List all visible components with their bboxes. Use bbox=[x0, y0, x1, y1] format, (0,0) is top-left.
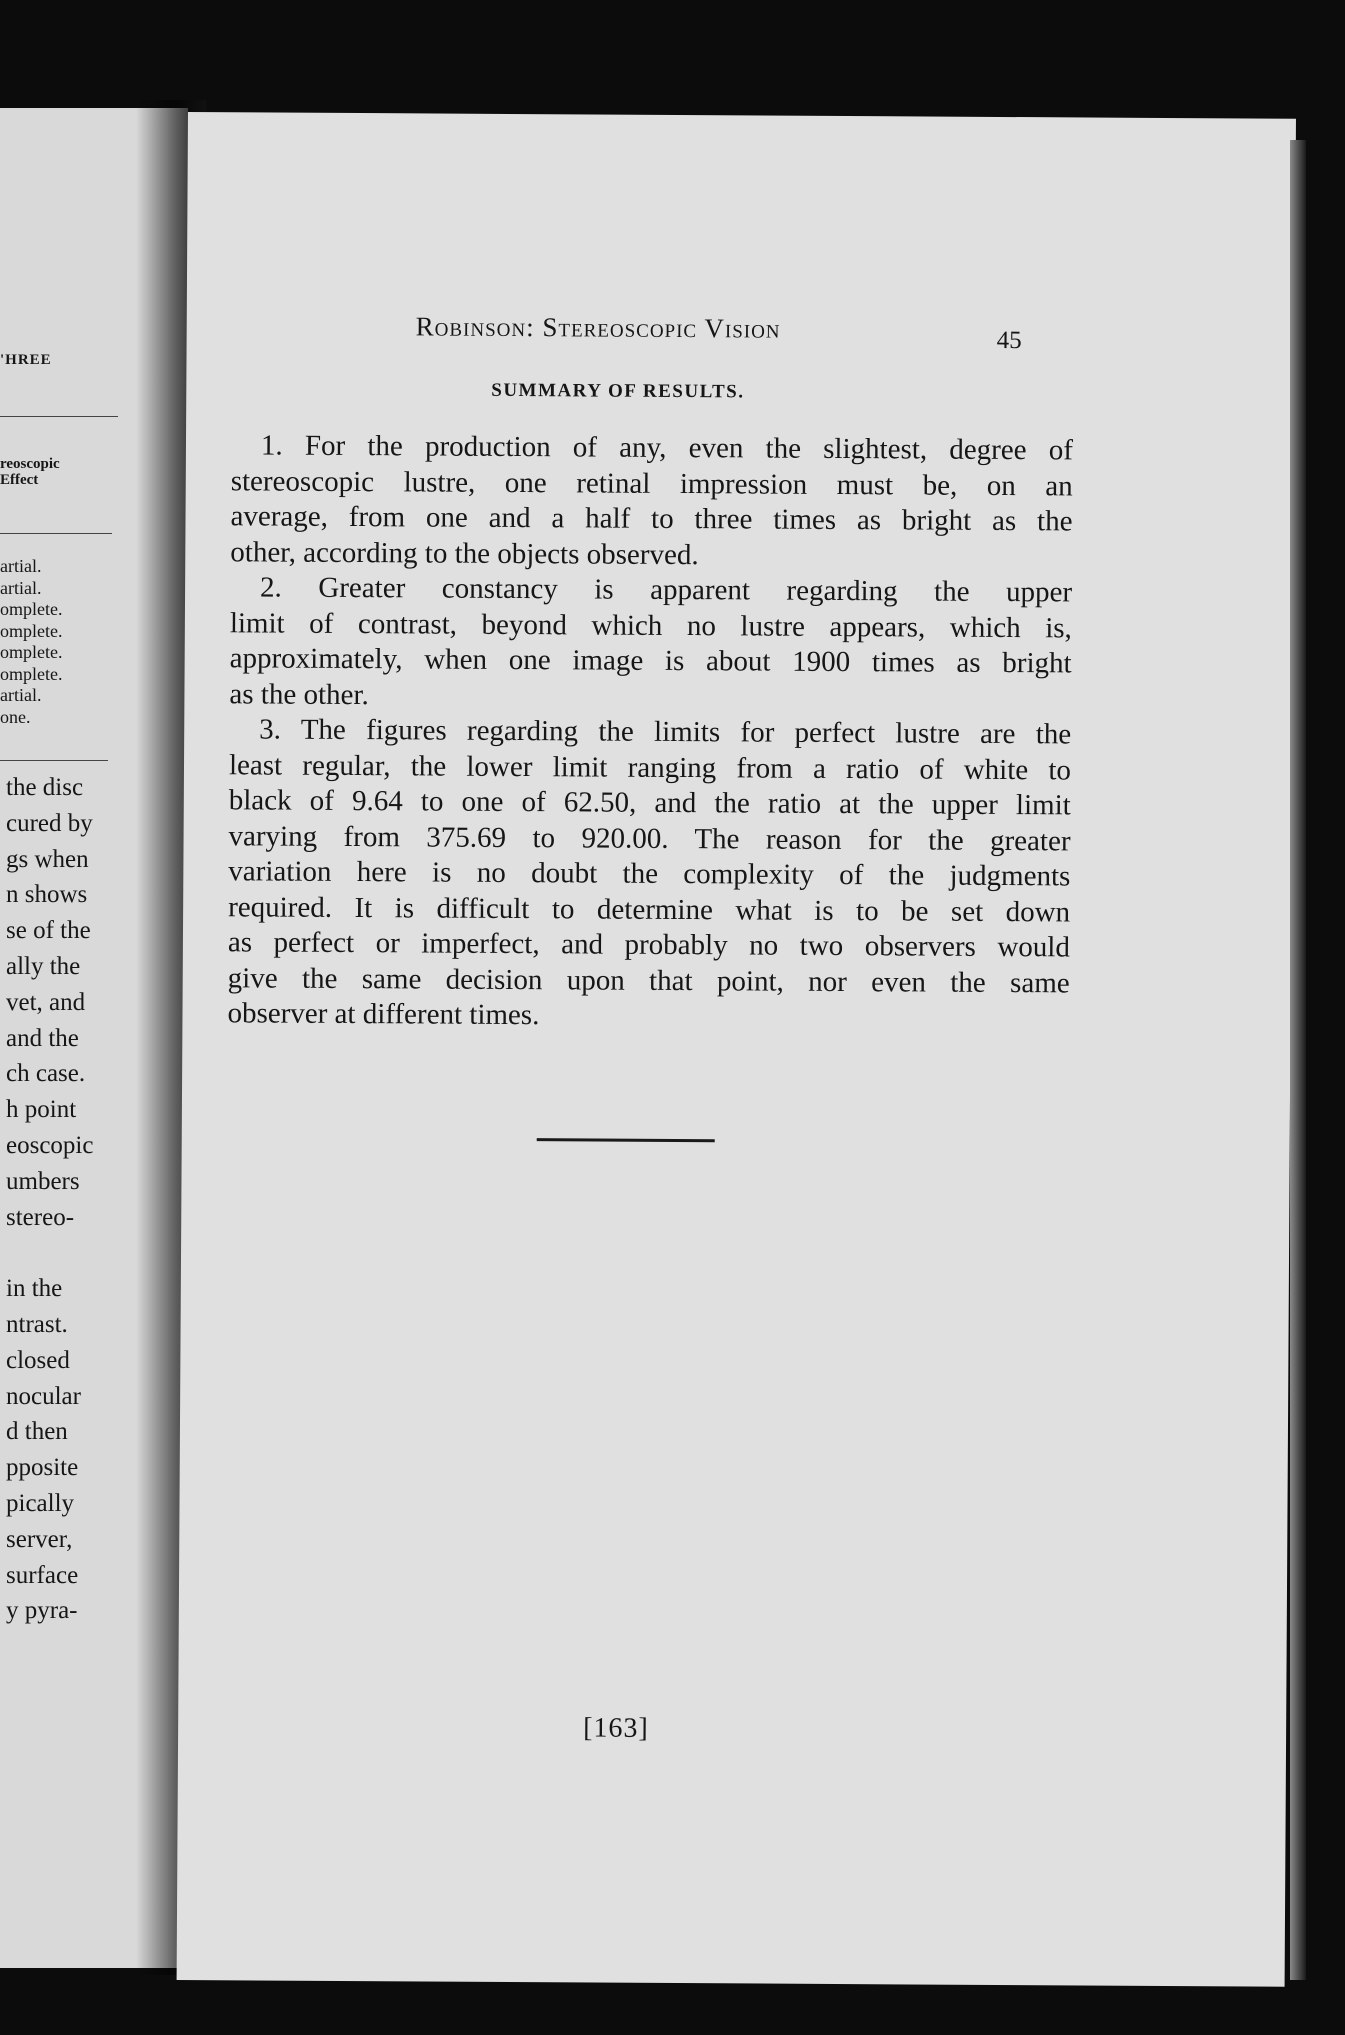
previous-page-heading: 'HREE bbox=[0, 352, 52, 368]
table-cell: artial. bbox=[0, 577, 42, 598]
paragraph-line: variation here is no doubt the complexity of the judgments bbox=[228, 855, 1071, 893]
paragraph bbox=[227, 712, 1071, 1037]
text-line: nocular bbox=[6, 1382, 81, 1410]
table-column-header bbox=[0, 456, 60, 488]
text-line: cured by bbox=[6, 809, 93, 837]
text-line: the disc bbox=[6, 774, 84, 801]
text-line: h point bbox=[6, 1096, 77, 1124]
page-stack-edge bbox=[1290, 140, 1306, 1980]
text-line: server, bbox=[6, 1525, 73, 1553]
text-line: n shows bbox=[6, 881, 88, 909]
paragraph-line: black of 9.64 to one of 62.50, and the ratio at the upper limit bbox=[228, 784, 1071, 822]
text-line: umbers bbox=[6, 1167, 80, 1195]
paragraph-line: as perfect or imperfect, and probably no two observers would bbox=[227, 926, 1071, 964]
text-line: gs when bbox=[6, 845, 89, 873]
paragraph-line: give the same decision upon that point, nor even the same bbox=[227, 961, 1070, 999]
paragraph bbox=[230, 428, 1073, 575]
text-line: in the bbox=[6, 1275, 63, 1303]
text-line: y pyra- bbox=[6, 1597, 78, 1625]
table-cell: omplete. bbox=[0, 663, 63, 684]
table-rule-top bbox=[0, 416, 118, 417]
text-line: se of the bbox=[6, 917, 91, 945]
paragraph-line: 2. Greater constancy is apparent regarding the upper bbox=[259, 571, 1073, 609]
paragraph-line: average, from one and a half to three times as bright as the bbox=[230, 500, 1073, 538]
table-cell: artial. bbox=[0, 685, 42, 705]
paragraph-line: required. It is difficult to determine what is to be set down bbox=[228, 890, 1071, 928]
text-line: and the bbox=[6, 1024, 79, 1052]
paragraph-line: as the other. bbox=[229, 677, 369, 711]
text-line: ch case. bbox=[6, 1060, 86, 1088]
table-rule-bottom bbox=[0, 760, 108, 761]
text-line: pposite bbox=[6, 1454, 79, 1482]
folio-number: [163] bbox=[583, 1712, 649, 1744]
main-page bbox=[177, 112, 1296, 1987]
previous-page-text bbox=[6, 770, 93, 1629]
paragraph-line: limit of contrast, beyond which no lustre appears, which is, bbox=[229, 606, 1072, 644]
paragraph-line: stereoscopic lustre, one retinal impression must be, on an bbox=[230, 464, 1073, 502]
text-line: surface bbox=[6, 1561, 79, 1589]
running-head: Robinson: Stereoscopic Vision bbox=[415, 311, 781, 344]
section-heading: SUMMARY OF RESULTS. bbox=[491, 379, 745, 403]
text-line: ntrast. bbox=[6, 1310, 68, 1338]
summary-body bbox=[227, 428, 1073, 1037]
table-cell: omplete. bbox=[0, 599, 63, 619]
text-line: pically bbox=[6, 1489, 75, 1517]
paragraph-line: least regular, the lower limit ranging from a ratio of white to bbox=[228, 748, 1072, 786]
table-cell: omplete. bbox=[0, 642, 63, 662]
text-line: stereo- bbox=[6, 1203, 75, 1231]
column-header-line: reoscopic bbox=[0, 456, 60, 472]
page-number: 45 bbox=[996, 326, 1022, 355]
column-header-line: Effect bbox=[0, 472, 39, 488]
paragraph-line: other, according to the objects observed. bbox=[230, 535, 699, 571]
paragraph-line: observer at different times. bbox=[227, 997, 540, 1032]
table-cell: one. bbox=[0, 706, 31, 727]
table-cell: artial. bbox=[0, 556, 42, 576]
closing-rule bbox=[537, 1138, 715, 1142]
blank-line bbox=[6, 1235, 93, 1271]
text-line: d then bbox=[6, 1418, 68, 1446]
paragraph bbox=[229, 570, 1072, 717]
text-line: ally the bbox=[6, 952, 81, 980]
paragraph-line: 1. For the production of any, even the slightest, degree of bbox=[260, 429, 1074, 467]
effect-table bbox=[0, 556, 62, 728]
paragraph-line: varying from 375.69 to 920.00. The reason for the greater bbox=[228, 819, 1071, 857]
table-rule-middle bbox=[0, 533, 112, 534]
text-line: vet, and bbox=[6, 988, 86, 1016]
text-line: eoscopic bbox=[6, 1131, 94, 1159]
table-cell: omplete. bbox=[0, 620, 63, 641]
text-line: closed bbox=[6, 1346, 70, 1374]
paragraph-line: approximately, when one image is about 1900 times as bright bbox=[229, 642, 1072, 680]
paragraph-line: 3. The figures regarding the limits for perfect lustre are the bbox=[259, 713, 1072, 751]
